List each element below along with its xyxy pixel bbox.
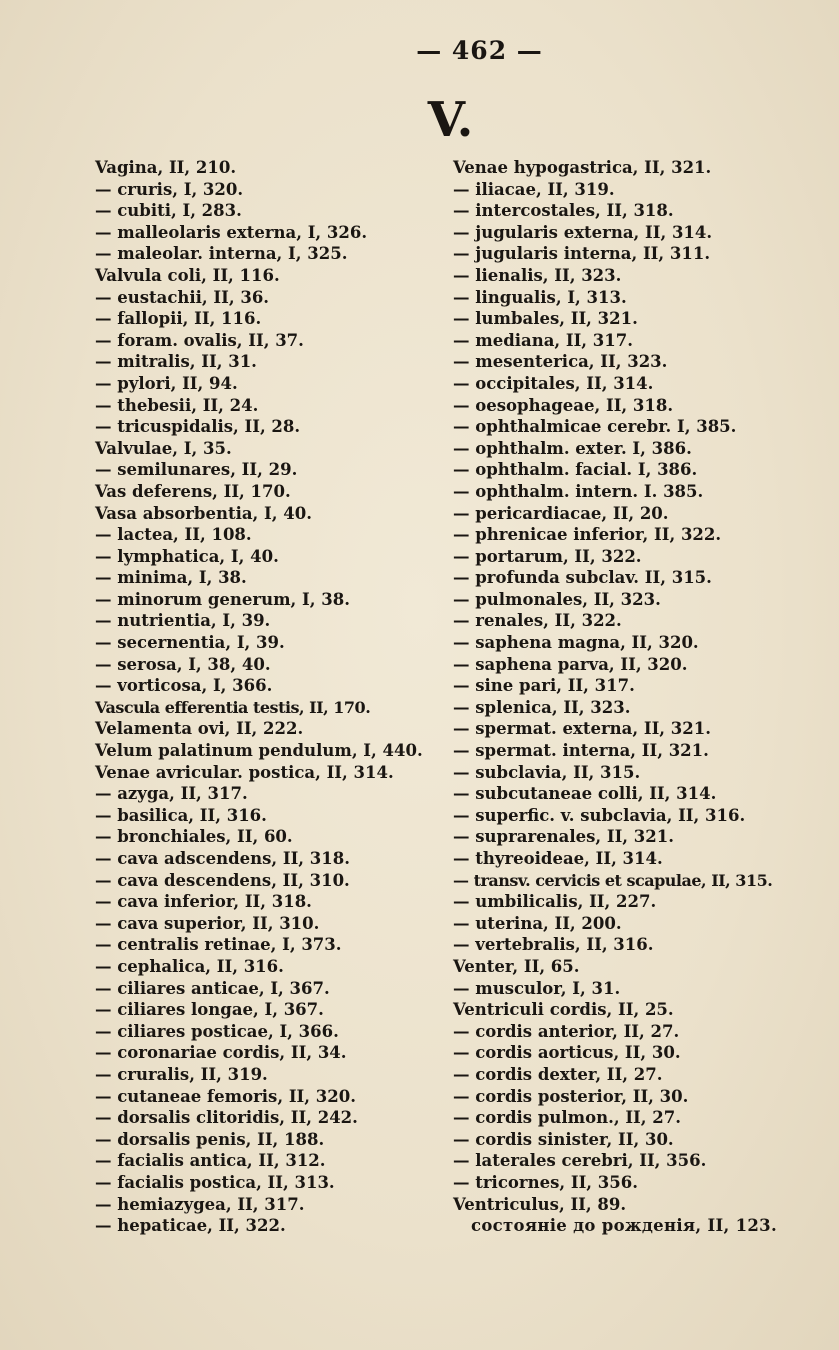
index-entry: — secernentia, I, 39.	[95, 633, 285, 653]
index-entry: — lienalis, II, 323.	[453, 265, 622, 285]
index-entry: — saphena magna, II, 320.	[453, 633, 699, 653]
index-entry: — cordis posterior, II, 30.	[453, 1086, 689, 1106]
index-entry: — mitralis, II, 31.	[95, 352, 257, 372]
index-entry: — eustachii, II, 36.	[95, 287, 270, 307]
index-entry: — oesophageae, II, 318.	[453, 395, 674, 415]
index-entry: состоянiе до рожденiя, II, 123.	[471, 1216, 777, 1236]
index-entry: — ophthalmicae cerebr. I, 385.	[453, 417, 737, 437]
index-entry: — cordis anterior, II, 27.	[453, 1021, 680, 1041]
index-entry: — subcutaneae colli, II, 314.	[453, 784, 717, 804]
index-entry: — cava adscendens, II, 318.	[95, 849, 350, 868]
index-entry: — coronariae cordis, II, 34.	[95, 1043, 347, 1063]
index-entry: — cutaneae femoris, II, 320.	[95, 1086, 356, 1106]
index-entry: Vas deferens, II, 170.	[95, 481, 291, 501]
index-entry: — minima, I, 38.	[95, 568, 247, 588]
index-entry: — cordis sinister, II, 30.	[453, 1129, 674, 1149]
index-entry: — foram. ovalis, II, 37.	[95, 330, 304, 350]
index-entry: — cordis aorticus, II, 30.	[453, 1043, 681, 1063]
index-entry: — thyreoideae, II, 314.	[453, 849, 663, 868]
index-entry: — uterina, II, 200.	[453, 913, 622, 933]
index-entry: — ciliares posticae, I, 366.	[95, 1021, 339, 1041]
index-entry: — profunda subclav. II, 315.	[453, 568, 712, 588]
index-entry: — minorum generum, I, 38.	[95, 589, 350, 609]
index-entry: Ventriculus, II, 89.	[453, 1194, 627, 1214]
index-entry: — azyga, II, 317.	[95, 784, 248, 804]
index-entry: — transv. cervicis et scapulae, II, 315.	[453, 870, 773, 890]
index-entry: — intercostales, II, 318.	[453, 201, 674, 221]
index-entry: — pulmonales, II, 323.	[453, 589, 661, 609]
index-entry: — vertebralis, II, 316.	[453, 935, 654, 955]
index-entry: — ophthalm. intern. I. 385.	[453, 481, 704, 501]
index-entry: — pylori, II, 94.	[95, 373, 238, 393]
index-entry: — hepaticae, II, 322.	[95, 1216, 286, 1236]
index-entry: — spermat. interna, II, 321.	[453, 741, 709, 761]
index-entry: Venae avricular. postica, II, 314.	[95, 762, 394, 782]
index-entry: — jugularis interna, II, 311.	[453, 244, 711, 264]
index-entry: — dorsalis penis, II, 188.	[95, 1129, 325, 1149]
index-entry: — lumbales, II, 321.	[453, 309, 638, 329]
index-entry: Venter, II, 65.	[453, 956, 580, 976]
index-entry: — suprarenales, II, 321.	[453, 827, 674, 847]
index-entry: — hemiazygea, II, 317.	[95, 1194, 305, 1214]
index-entry: — centralis retinae, I, 373.	[95, 935, 342, 955]
index-entry: — nutrientia, I, 39.	[95, 611, 271, 631]
page-number: — 462 —	[416, 36, 543, 65]
index-entry: Vagina, II, 210.	[95, 158, 237, 177]
index-entry: — portarum, II, 322.	[453, 546, 642, 566]
index-left-column	[95, 157, 450, 1237]
index-entry: — musculor, I, 31.	[453, 978, 621, 998]
index-entry: — basilica, II, 316.	[95, 805, 267, 825]
index-entry: — maleolar. interna, I, 325.	[95, 244, 348, 264]
index-entry: — dorsalis clitoridis, II, 242.	[95, 1108, 358, 1128]
section-letter-heading: V.	[427, 92, 474, 148]
index-entry: — bronchiales, II, 60.	[95, 827, 293, 847]
index-entry: — subclavia, II, 315.	[453, 762, 641, 782]
index-entry: — cephalica, II, 316.	[95, 956, 284, 976]
index-entry: — renales, II, 322.	[453, 611, 622, 631]
index-entry: Valvulae, I, 35.	[95, 438, 232, 458]
index-right-column	[453, 157, 833, 1237]
index-entry: — ophthalm. exter. I, 386.	[453, 438, 692, 458]
index-entry: — spermat. externa, II, 321.	[453, 719, 711, 739]
index-entry: — cava descendens, II, 310.	[95, 870, 350, 890]
index-entry: — cordis pulmon., II, 27.	[453, 1108, 681, 1128]
index-entry: Velamenta ovi, II, 222.	[95, 719, 304, 739]
index-entry: — umbilicalis, II, 227.	[453, 892, 657, 912]
index-entry: — facialis antica, II, 312.	[95, 1151, 326, 1171]
index-entry: — jugularis externa, II, 314.	[453, 222, 713, 242]
index-entry: — lingualis, I, 313.	[453, 287, 627, 307]
index-entry: — mesenterica, II, 323.	[453, 352, 668, 372]
index-entry: — thebesii, II, 24.	[95, 395, 259, 415]
index-entry: — sine pari, II, 317.	[453, 676, 635, 696]
index-entry: — cruralis, II, 319.	[95, 1064, 268, 1084]
index-entry: — mediana, II, 317.	[453, 330, 633, 350]
index-entry: — ciliares anticae, I, 367.	[95, 978, 330, 998]
index-entry: — cava superior, II, 310.	[95, 913, 320, 933]
index-entry: — pericardiacae, II, 20.	[453, 503, 669, 523]
index-entry: — phrenicae inferior, II, 322.	[453, 525, 722, 545]
index-entry: — malleolaris externa, I, 326.	[95, 222, 368, 242]
index-entry: — cordis dexter, II, 27.	[453, 1064, 663, 1084]
index-entry: — occipitales, II, 314.	[453, 373, 654, 393]
index-entry: — fallopii, II, 116.	[95, 309, 262, 329]
index-entry: — superfic. v. subclavia, II, 316.	[453, 805, 746, 825]
index-entry: — cava inferior, II, 318.	[95, 892, 312, 912]
index-entry: Valvula coli, II, 116.	[95, 265, 280, 285]
index-entry: — cruris, I, 320.	[95, 179, 244, 199]
index-entry: — cubiti, I, 283.	[95, 201, 242, 221]
index-entry: — ophthalm. facial. I, 386.	[453, 460, 698, 480]
index-entry: — saphena parva, II, 320.	[453, 654, 688, 674]
index-entry: Vasa absorbentia, I, 40.	[95, 503, 312, 523]
index-entry: Velum palatinum pendulum, I, 440.	[95, 741, 423, 761]
index-entry: — lymphatica, I, 40.	[95, 546, 279, 566]
index-entry: — serosa, I, 38, 40.	[95, 654, 271, 674]
index-entry: — laterales cerebri, II, 356.	[453, 1151, 707, 1171]
index-entry: — tricuspidalis, II, 28.	[95, 417, 301, 437]
index-entry: — ciliares longae, I, 367.	[95, 1000, 324, 1020]
index-entry: Vascula efferentia testis, II, 170.	[95, 697, 371, 717]
index-entry: — lactea, II, 108.	[95, 525, 252, 545]
index-entry: Ventriculi cordis, II, 25.	[453, 1000, 674, 1020]
index-entry: Venae hypogastrica, II, 321.	[453, 158, 712, 177]
index-entry: — vorticosa, I, 366.	[95, 676, 273, 696]
index-entry: — iliacae, II, 319.	[453, 179, 615, 199]
index-entry: — splenica, II, 323.	[453, 697, 631, 717]
index-entry: — semilunares, II, 29.	[95, 460, 298, 480]
index-entry: — tricornes, II, 356.	[453, 1172, 638, 1192]
index-entry: — facialis postica, II, 313.	[95, 1172, 335, 1192]
